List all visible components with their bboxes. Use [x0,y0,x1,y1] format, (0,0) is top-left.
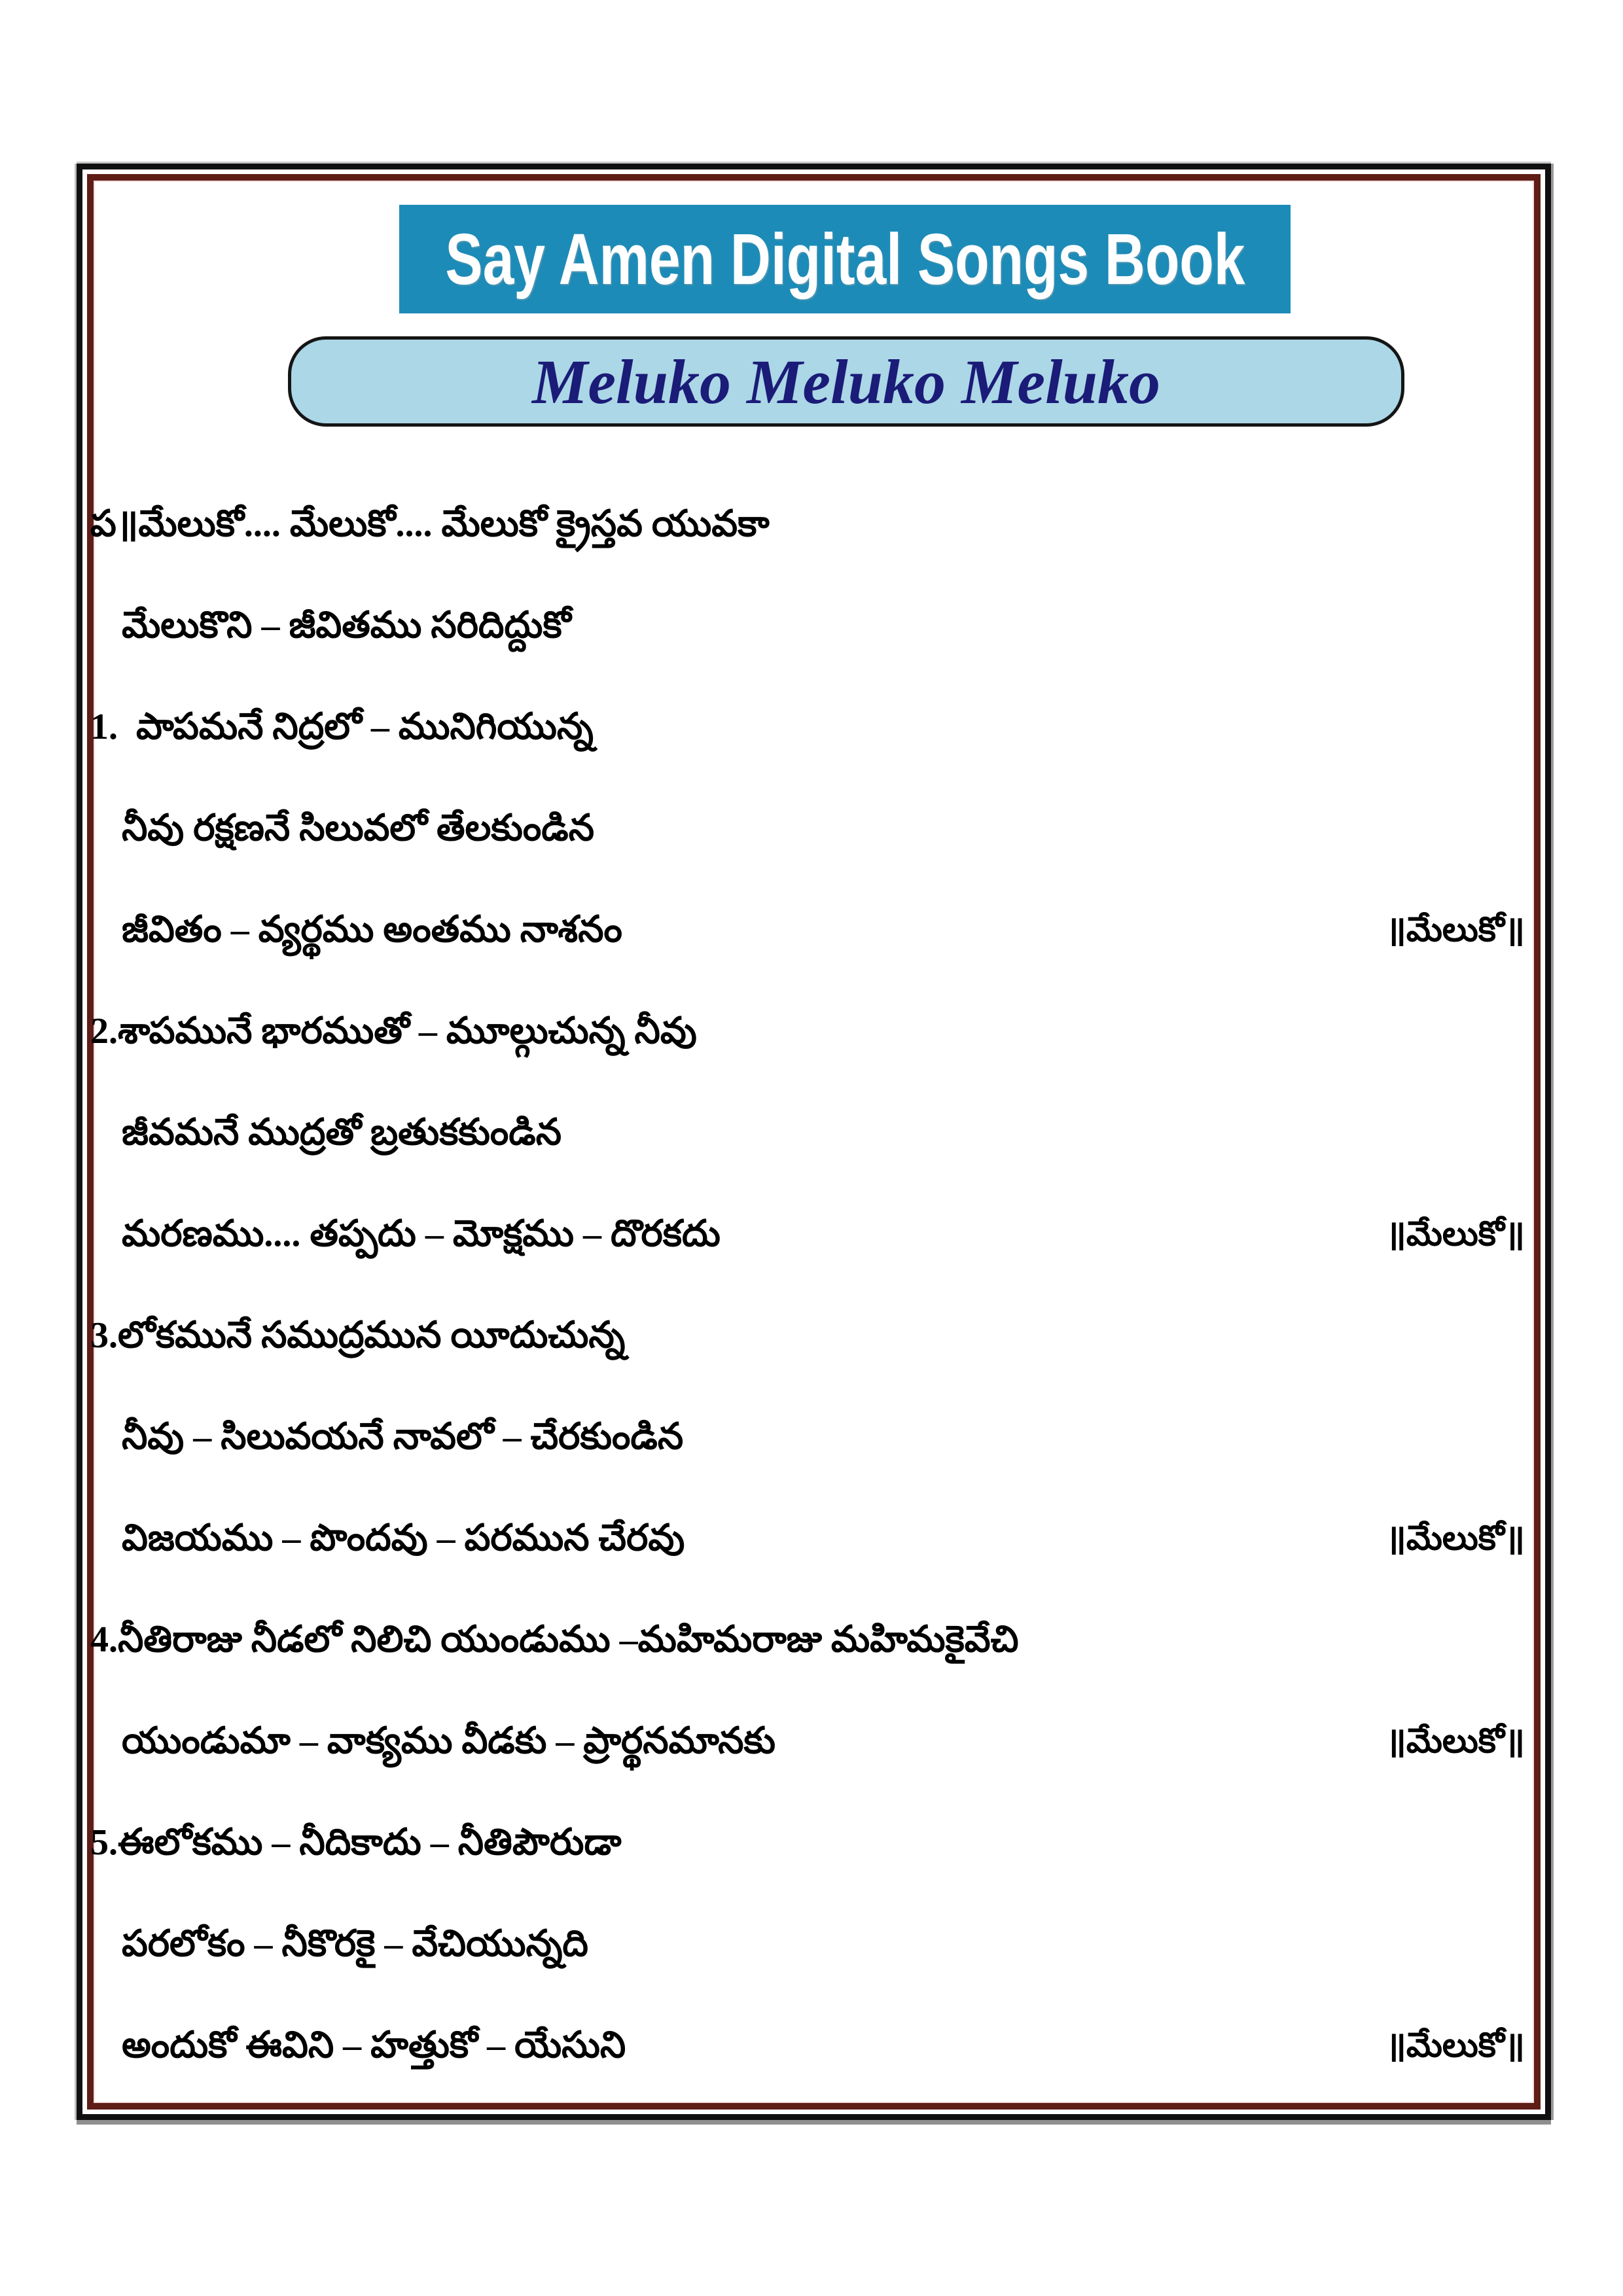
lyric-text: 3.లోకమునే సముద్రమున యీదుచున్న [90,1315,626,1356]
lyric-text: 2.శాపమునే భారముతో – మూల్గుచున్న నీవు [90,1010,697,1051]
header-title: Say Amen Digital Songs Book [444,219,1245,300]
lyric-line-v4-1 [0,1593,1623,1695]
lyric-text: జీవమనే ముద్రతో బ్రతుకకుండిన [122,1112,562,1153]
lyric-line-v1-1 [0,680,1623,782]
lyric-line-v1-3 [0,883,1623,985]
refrain-marker: ॥మేలుకో॥ [1385,1215,1525,1253]
lyric-text: ప॥మేలుకో.... మేలుకో.... మేలుకో క్రైస్తవ యువకా [90,503,770,544]
lyric-line-v2-2 [0,1086,1623,1188]
lyric-line-v3-3 [0,1492,1623,1593]
lyric-line-v3-2 [0,1390,1623,1492]
lyric-text: అందుకో ఈవిని – హత్తుకో – యేసుని [122,2024,626,2066]
lyric-text: 5.ఈలోకము – నీదికాదు – నీతిపౌరుడా [90,1822,622,1863]
lyric-line-v2-3 [0,1188,1623,1289]
refrain-marker: ॥మేలుకో॥ [1385,1519,1525,1557]
lyric-text: నీవు రక్షణనే సిలువలో తేలకుండిన [122,807,595,849]
refrain-marker: ॥మేలుకో॥ [1385,1722,1525,1760]
lyric-text: జీవితం – వ్యర్థము అంతము నాశనం [122,909,622,950]
song-title: Meluko Meluko Meluko [531,346,1161,417]
lyric-line-v5-3 [0,1999,1623,2100]
song-title-pill [288,336,1404,427]
refrain-marker: ॥మేలుకో॥ [1385,2026,1525,2064]
lyric-text: విజయము – పొందవు – పరమున చేరవు [122,1517,685,1559]
lyric-text: 1. పాపమనే నిద్రలో – మునిగియున్న [90,706,594,747]
header-banner [399,205,1291,313]
lyric-line-v5-2 [0,1898,1623,1999]
lyric-line-v2-1 [0,985,1623,1086]
lyric-text: యుండుమా – వాక్యము వీడకు – ప్రార్థనమానకు [122,1720,776,1761]
lyric-line-v3-1 [0,1289,1623,1390]
lyric-text: మేలుకొని – జీవితము సరిదిద్దుకో [122,605,571,646]
lyric-text: 4.నీతిరాజు నీడలో నిలిచి యుండుము –మహిమరాజు మహిమకైవేచి [90,1619,1019,1660]
lyric-line-pallavi-1 [0,478,1623,579]
lyrics-block [0,478,1623,2100]
lyric-text: పరలోకం – నీకొరకై – వేచియున్నది [122,1923,588,1964]
lyric-line-pallavi-2 [0,579,1623,680]
refrain-marker: ॥మేలుకో॥ [1385,911,1525,949]
lyric-text: నీవు – సిలువయనే నావలో – చేరకుండిన [122,1416,684,1457]
lyric-line-v5-1 [0,1796,1623,1898]
lyric-line-v1-2 [0,782,1623,883]
lyric-line-v4-2 [0,1695,1623,1796]
lyric-text: మరణము.... తప్పదు – మోక్షము – దొరకదు [122,1213,721,1254]
